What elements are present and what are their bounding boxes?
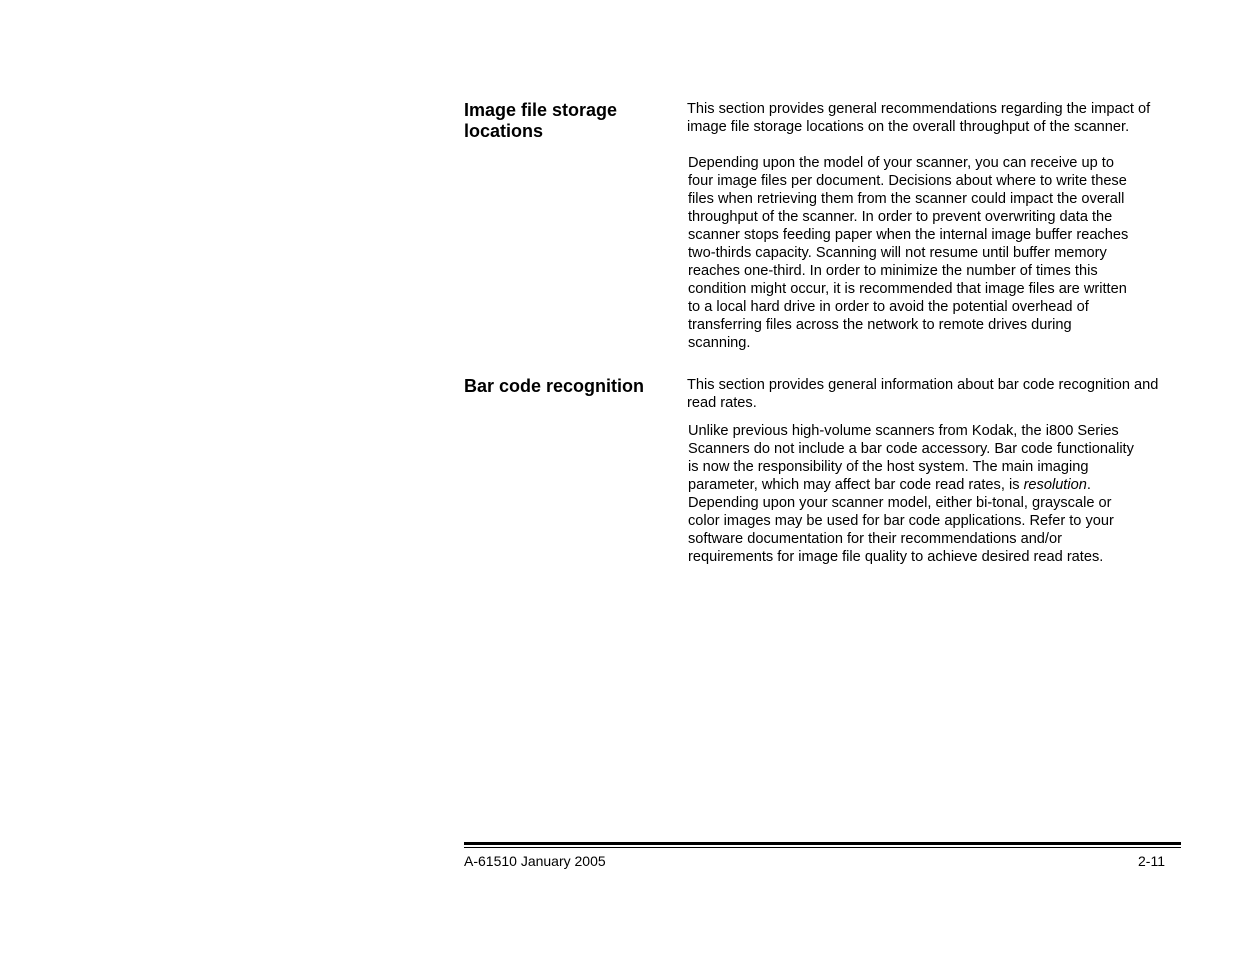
section-intro-paragraph: This section provides general information about bar code recognition and read rates. bbox=[687, 377, 1159, 411]
section-body-paragraph: Depending upon the model of your scanner, you can receive up to four image files per document. Decisions about where to write these files when retrieving them from the scanner could impact the overall throughput of the scanner. In order to prevent overwriting data the scanner stops feeding paper when the internal image buffer reaches two-thirds capacity. Scanning will not resume until buffer memory reaches one-third. In order to minimize the number of times this condition might occur, it is recommended that image files are written to a local hard drive in order to avoid the potential overhead of transferring files across the network to remote drives during scanning. bbox=[688, 155, 1129, 351]
footer-rule-thin bbox=[464, 847, 1181, 848]
section-heading-image-file-storage: Image file storage locations bbox=[464, 100, 618, 141]
paragraph-text-before: Unlike previous high-volume scanners from Kodak, the i800 Series Scanners do not include a bar code accessory. Bar code functionality is now the responsibility of the host system. The main imaging parameter, which may affect bar code read rates, is bbox=[688, 423, 1134, 493]
footer-rule-thick bbox=[464, 842, 1181, 845]
footer-page-number: 2-11 bbox=[1138, 853, 1165, 869]
emphasis-term: resolution bbox=[1023, 477, 1087, 493]
bar-code-body-paragraph bbox=[688, 422, 1138, 566]
section-intro-paragraph: This section provides general recommendations regarding the impact of image file storage locations on the overall throughput of the scanner. bbox=[687, 101, 1151, 135]
footer-doc-id: A-61510 January 2005 bbox=[464, 853, 606, 869]
paragraph-text-after: . Depending upon your scanner model, either bi-tonal, grayscale or color images may be used for bar code applications. Refer to your software documentation for their recommendations and/or requirements for image file quality to achieve desired read rates. bbox=[688, 477, 1114, 565]
section-heading-bar-code: Bar code recognition bbox=[464, 376, 645, 396]
